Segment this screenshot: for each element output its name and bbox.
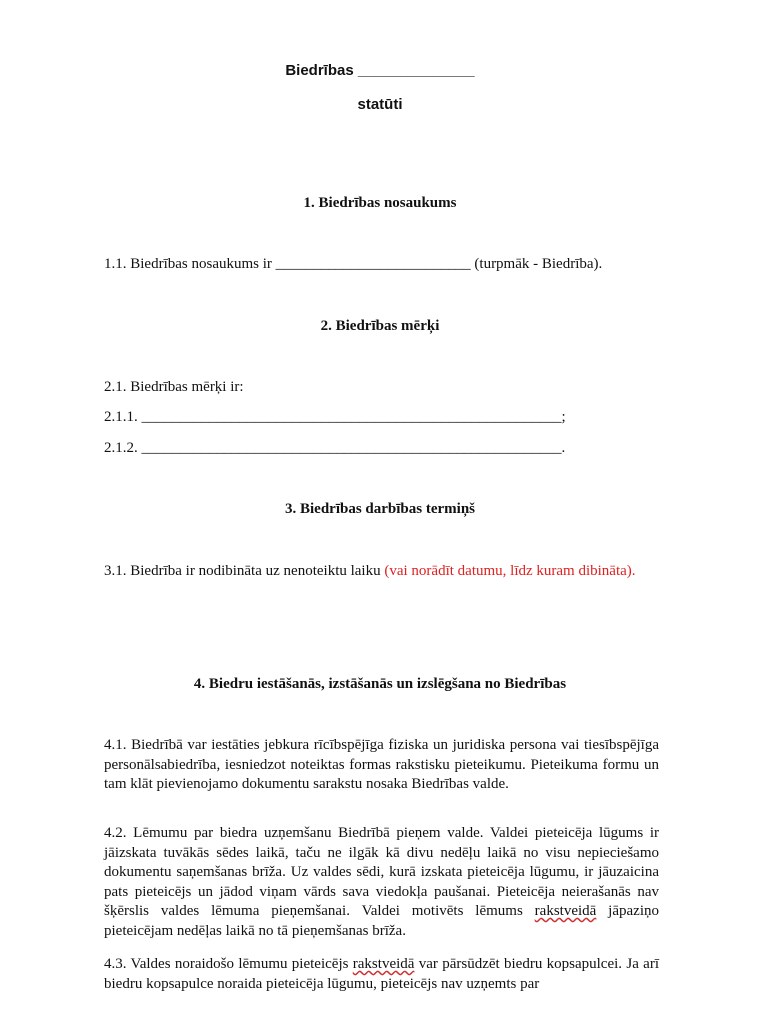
clause-4-2-text-b: jāpaziņo pieteicējam nedēļas laikā no tā pieņemšanas brīža. — [104, 903, 659, 939]
document-subtitle: statūti — [357, 96, 403, 113]
spellcheck-word: rakstveidā — [534, 903, 597, 919]
clause-3-1-note: (vai norādīt datumu, līdz kuram dibināta). — [384, 563, 636, 579]
clause-2-1: 2.1. Biedrības mērķi ir: — [104, 379, 244, 395]
clause-4-3-text-b: var pārsūdzēt biedru kopsapulcei. Ja arī biedru kopsapulce noraida pieteicēja lūgumu, pieteicējs nav uzņemts par — [104, 956, 659, 992]
clause-4-1: 4.1. Biedrībā var iestāties jebkura rīcībspējīga fiziska un juridiska persona vai tiesībspējīga personālsabiedrība, iesniedzot noteiktas formas rakstisku pieteikumu. Pieteikuma formu un tam klāt pievienojamo dokumentu sarakstu nosaka Biedrības valde. — [104, 737, 659, 792]
section-3-heading: 3. Biedrības darbības termiņš — [284, 501, 476, 517]
clause-4-3 — [104, 955, 659, 994]
clause-2-1-2: 2.1.2. ________________________________________________________. — [104, 440, 566, 456]
section-2-heading: 2. Biedrības mērķi — [320, 318, 440, 334]
document-title: Biedrības ______________ — [285, 62, 475, 79]
clause-2-1-1: 2.1.1. ________________________________________________________; — [104, 409, 566, 425]
spellcheck-word: rakstveidā — [352, 956, 415, 972]
section-1-heading: 1. Biedrības nosaukums — [303, 195, 457, 211]
clause-3-1 — [104, 562, 659, 582]
clause-1-1: 1.1. Biedrības nosaukums ir __________________________ (turpmāk - Biedrība). — [104, 256, 603, 272]
clause-4-2 — [104, 824, 659, 941]
clause-4-2-text-a: 4.2. Lēmumu par biedra uzņemšanu Biedrībā pieņem valde. Valdei pieteicēja lūgums ir jāizskata tuvākās sēdes laikā, taču ne ilgāk kā divu nedēļu laikā no visu nepieciešamo dokumentu saņemšanas brīža. Uz valdes sēdi, kurā izskata pieteicēja lūgumu, ir jāuzaicina pats pieteicējs un jādod viņam vārds sava viedokļa paušanai. Pieteicēja neierašanās nav šķērslis valdes lēmuma pieņemšanai. Valdei motivēts lēmums — [104, 825, 659, 919]
clause-4-3-text-a: 4.3. Valdes noraidošo lēmumu pieteicējs — [104, 956, 353, 972]
clause-3-1-text: 3.1. Biedrība ir nodibināta uz nenoteiktu laiku — [104, 563, 385, 579]
section-4-heading: 4. Biedru iestāšanās, izstāšanās un izslēgšana no Biedrības — [193, 676, 567, 692]
